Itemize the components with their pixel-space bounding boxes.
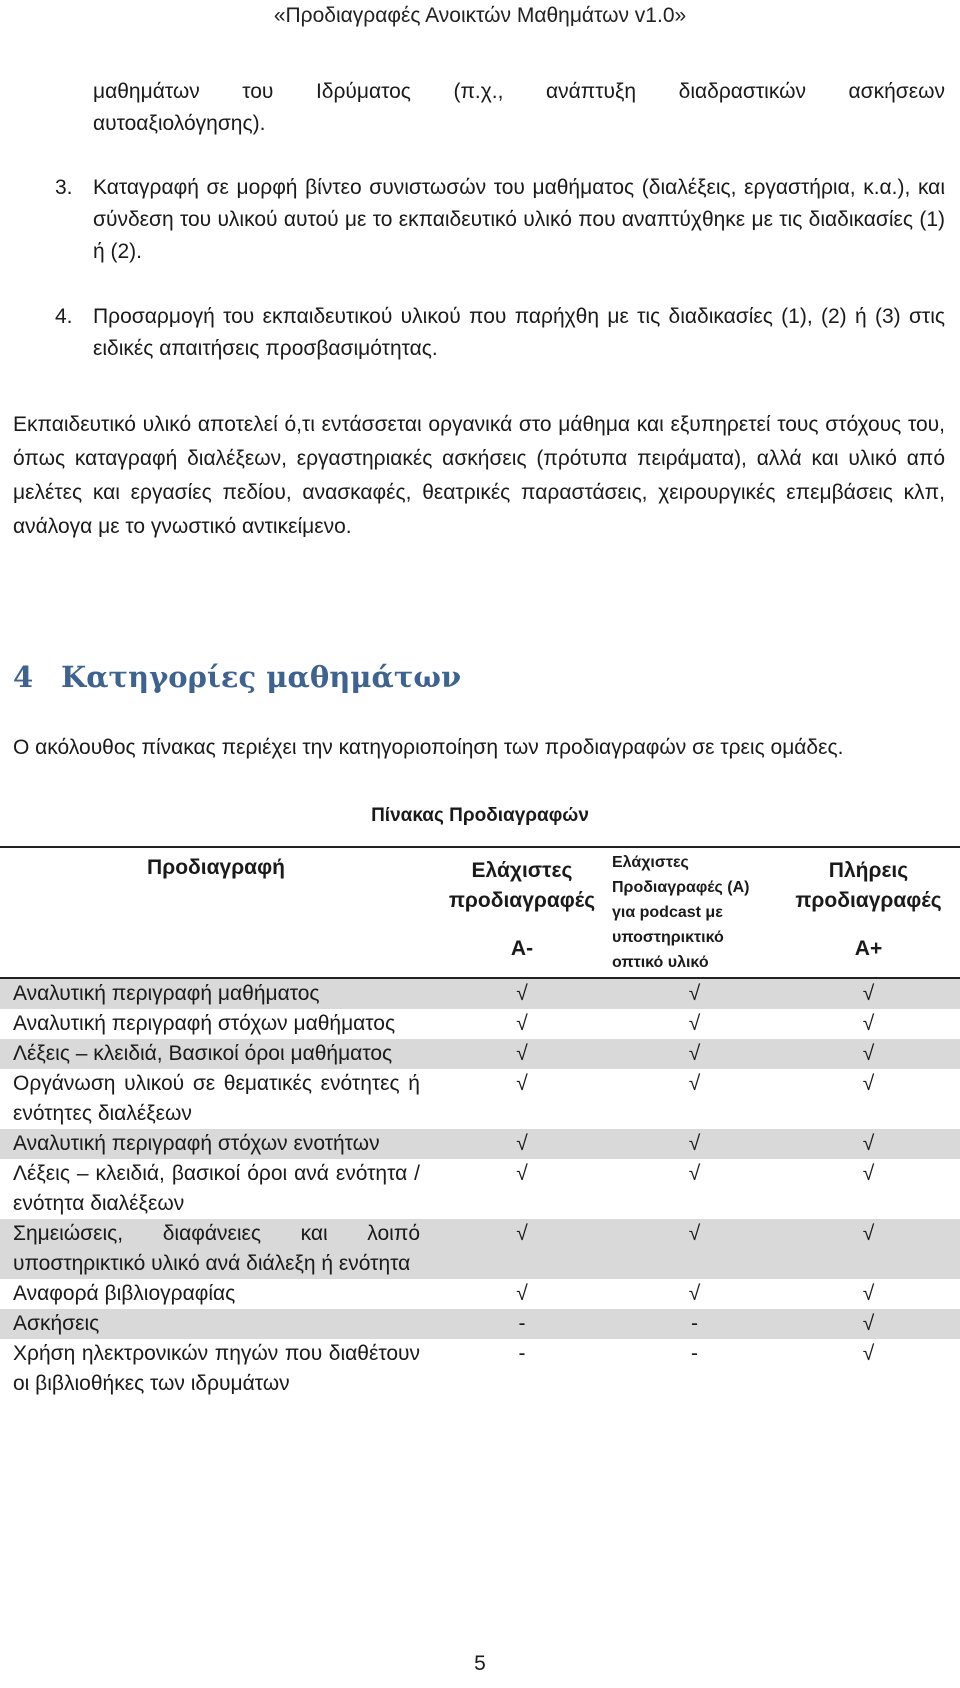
table-row xyxy=(0,1069,960,1129)
cell-min: √ xyxy=(516,1282,528,1305)
cell-min: √ xyxy=(432,978,612,1009)
row-label: Αναφορά βιβλιογραφίας xyxy=(13,1282,236,1305)
cell-podcast: - xyxy=(691,1342,698,1365)
header-full-label: Πλήρεις προδιαγραφές xyxy=(795,859,942,912)
cell-podcast: √ xyxy=(612,1039,777,1069)
header-full-grade: Α+ xyxy=(854,937,883,960)
table-row xyxy=(0,1009,960,1039)
list-item-4 xyxy=(55,301,945,365)
table-header-row xyxy=(0,847,960,978)
section-number: 4 xyxy=(13,660,34,694)
body-paragraph: Εκπαιδευτικό υλικό αποτελεί ό,τι εντάσσεται οργανικά στο μάθημα και εξυπηρετεί τους στόχους του, όπως καταγραφή διαλέξεων, εργαστηριακές ασκήσεις (πρότυπα πειράματα), αλλά και υλικό από μελέτες και εργασίες πεδίου, ανασκαφές, θεατρικές παραστάσεις, χειρουργικές επεμβάσεις κλπ, ανάλογα με το γνωστικό αντικείμενο. xyxy=(13,413,945,538)
cell-full: √ xyxy=(777,1219,960,1279)
row-label: Αναλυτική περιγραφή στόχων ενοτήτων xyxy=(0,1129,432,1159)
continuation-line-2: αυτοαξιολόγησης). xyxy=(93,112,266,135)
list-item-3 xyxy=(55,172,945,268)
cell-podcast: √ xyxy=(688,1072,701,1095)
row-label: Αναλυτική περιγραφή στόχων μαθήματος xyxy=(13,1012,396,1035)
cell-min: - xyxy=(432,1309,612,1339)
table-row xyxy=(0,1279,960,1309)
header-min xyxy=(432,847,612,978)
cell-full: √ xyxy=(862,1012,875,1035)
table-row xyxy=(0,1129,960,1159)
header-min-label: Ελάχιστες προδιαγραφές xyxy=(448,859,596,912)
list-number: 4. xyxy=(55,305,73,328)
cell-podcast: √ xyxy=(688,1282,701,1305)
cell-full: √ xyxy=(862,1342,875,1365)
cell-full: √ xyxy=(777,1129,960,1159)
cell-min: √ xyxy=(432,1219,612,1279)
page-number: 5 xyxy=(474,1652,486,1675)
running-header: «Προδιαγραφές Ανοικτών Μαθημάτων v1.0» xyxy=(273,4,687,27)
cell-full: √ xyxy=(777,1039,960,1069)
list-number: 3. xyxy=(55,176,73,199)
header-full xyxy=(777,847,960,978)
row-label: Χρήση ηλεκτρονικών πηγών που διαθέτουν οι βιβλιοθήκες των ιδρυμάτων xyxy=(13,1342,420,1395)
cell-full: √ xyxy=(777,1309,960,1339)
cell-min: - xyxy=(518,1342,526,1365)
row-label: Αναλυτική περιγραφή μαθήματος xyxy=(0,978,432,1009)
list-text: Καταγραφή σε μορφή βίντεο συνιστωσών του μαθήματος (διαλέξεις, εργαστήρια, κ.α.), και σύνδεση του υλικού αυτού με το εκπαιδευτικό υλικό που αναπτύχθηκε με τις διαδικασίες (1) ή (2). xyxy=(93,176,945,263)
table-row xyxy=(0,978,960,1009)
cell-min: √ xyxy=(516,1072,528,1095)
cell-min: √ xyxy=(516,1162,528,1185)
table-caption: Πίνακας Προδιαγραφών xyxy=(371,805,589,826)
cell-full: √ xyxy=(862,1162,875,1185)
cell-full: √ xyxy=(862,1282,875,1305)
cell-min: √ xyxy=(432,1039,612,1069)
table-row xyxy=(0,1219,960,1279)
table-row xyxy=(0,1339,960,1399)
header-podcast: Ελάχιστες Προδιαγραφές (Α) για podcast με υποστηρικτικό οπτικό υλικό xyxy=(612,847,777,978)
table-row xyxy=(0,1039,960,1069)
cell-podcast: √ xyxy=(688,1012,701,1035)
row-label: Οργάνωση υλικού σε θεματικές ενότητες ή ενότητες διαλέξεων xyxy=(13,1072,420,1125)
cell-podcast: √ xyxy=(612,1219,777,1279)
cell-podcast: √ xyxy=(612,1129,777,1159)
table-row xyxy=(0,1159,960,1219)
section-intro: Ο ακόλουθος πίνακας περιέχει την κατηγοριοποίηση των προδιαγραφών σε τρεις ομάδες. xyxy=(13,736,844,759)
header-min-grade: Α- xyxy=(510,937,534,960)
row-label: Λέξεις – κλειδιά, Βασικοί όροι μαθήματος xyxy=(0,1039,432,1069)
specifications-table xyxy=(0,846,960,1399)
section-heading xyxy=(13,660,461,694)
list-text: Προσαρμογή του εκπαιδευτικού υλικού που παρήχθη με τις διαδικασίες (1), (2) ή (3) στις ειδικές απαιτήσεις προσβασιμότητας. xyxy=(93,305,945,360)
row-label: Λέξεις – κλειδιά, βασικοί όροι ανά ενότητα / ενότητα διαλέξεων xyxy=(13,1162,420,1215)
header-spec: Προδιαγραφή xyxy=(0,847,432,978)
cell-full: √ xyxy=(777,978,960,1009)
cell-full: √ xyxy=(862,1072,875,1095)
row-label: Σημειώσεις, διαφάνειες και λοιπό υποστηρικτικό υλικό ανά διάλεξη ή ενότητα xyxy=(0,1219,432,1279)
table-row xyxy=(0,1309,960,1339)
continuation-line-1: μαθημάτων του Ιδρύματος (π.χ., ανάπτυξη διαδραστικών ασκήσεων xyxy=(93,80,945,103)
section-title: Κατηγορίες μαθημάτων xyxy=(61,660,462,694)
cell-min: √ xyxy=(516,1012,528,1035)
cell-podcast: √ xyxy=(612,978,777,1009)
cell-podcast: √ xyxy=(688,1162,701,1185)
row-label: Ασκήσεις xyxy=(0,1309,432,1339)
cell-podcast: - xyxy=(612,1309,777,1339)
cell-min: √ xyxy=(432,1129,612,1159)
